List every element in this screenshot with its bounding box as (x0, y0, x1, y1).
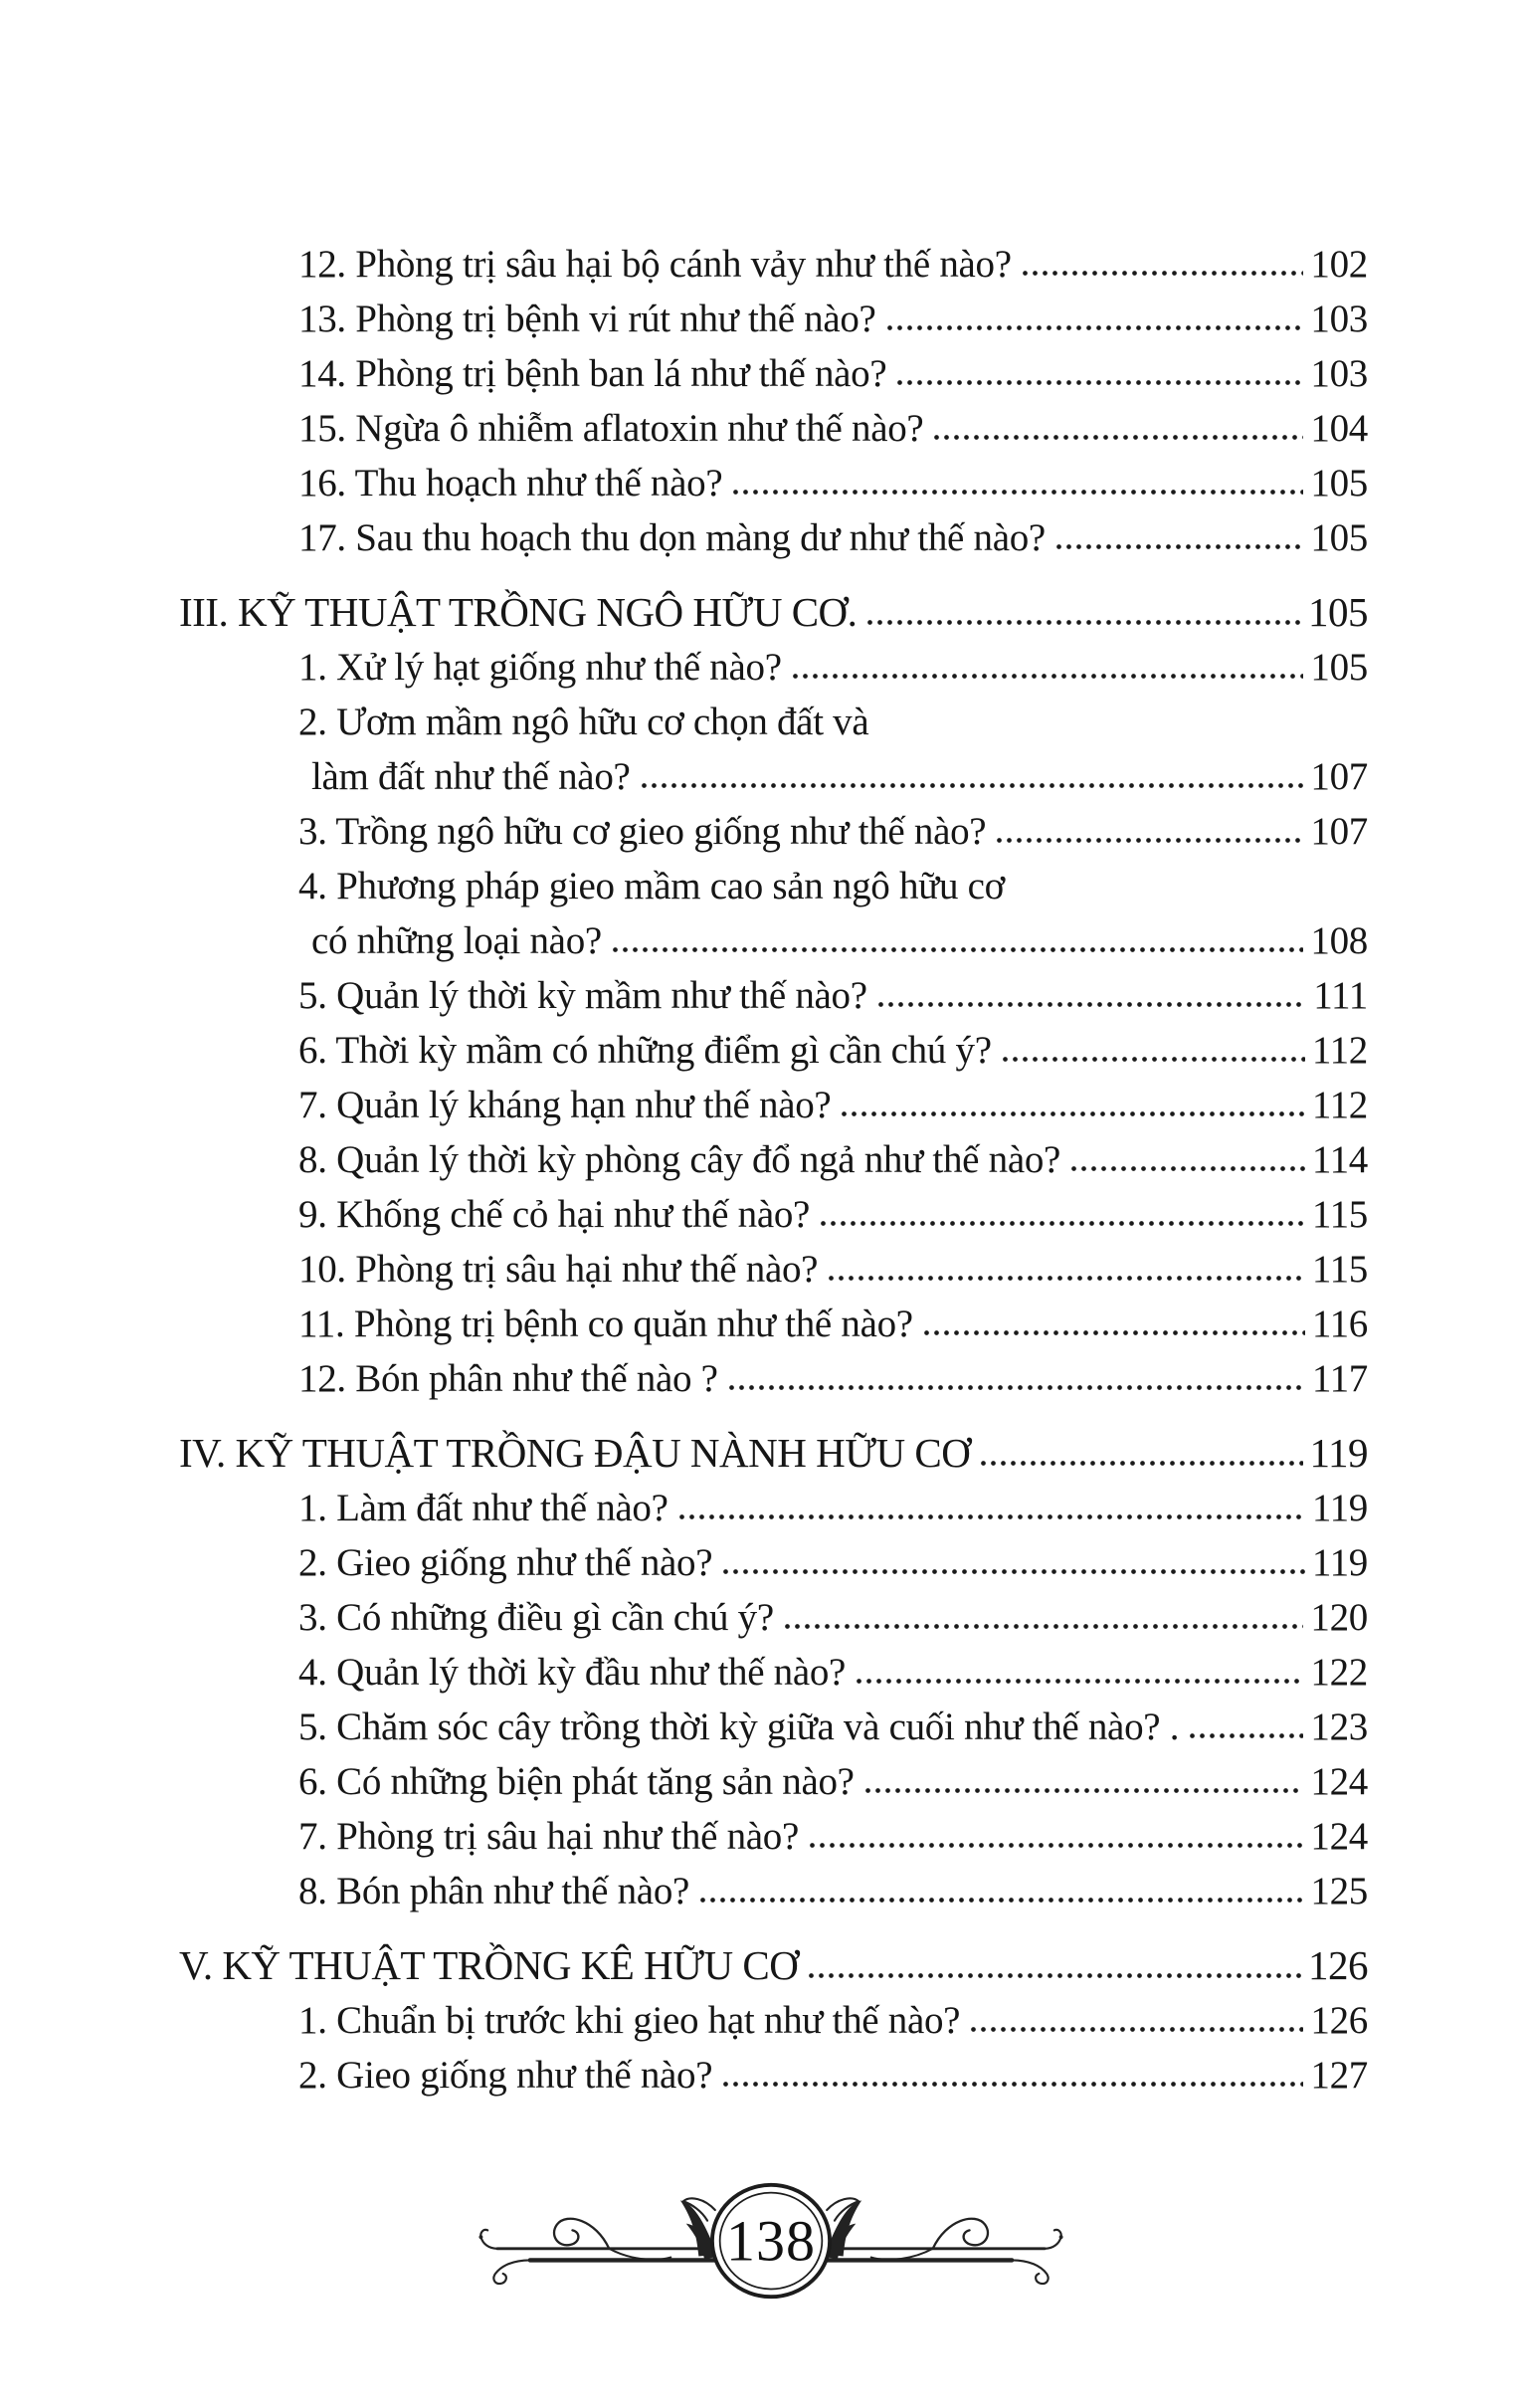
dot-leader (784, 1623, 1304, 1630)
toc-item-label: 7. Quản lý kháng hạn như thế nào? (298, 1084, 832, 1126)
dot-leader (866, 619, 1301, 626)
toc-item-label: 1. Chuẩn bị trước khi gieo hạt như thế nào? (298, 1999, 961, 2042)
toc-item (179, 1700, 1368, 1754)
toc-item (179, 1864, 1368, 1918)
dot-leader (1002, 1056, 1305, 1063)
toc-item-label: 8. Quản lý thời kỳ phòng cây đổ ngả như thế nào? (298, 1138, 1061, 1181)
dot-leader (980, 1460, 1302, 1467)
toc-item-page: 120 (1310, 1596, 1368, 1639)
dot-leader (728, 1384, 1305, 1391)
toc-item-page: 112 (1311, 1084, 1368, 1126)
toc-item-page: 125 (1310, 1870, 1368, 1912)
dot-leader (856, 1678, 1303, 1685)
toc-item-page: 114 (1311, 1138, 1368, 1181)
dot-leader (641, 782, 1304, 789)
toc-item (179, 2048, 1368, 2103)
toc-item (179, 292, 1368, 346)
toc-item-page: 105 (1310, 462, 1368, 504)
toc-item-page: 103 (1310, 298, 1368, 340)
toc-item-label: 12. Bón phân như thế nào ? (298, 1357, 718, 1400)
toc-item-page: 112 (1311, 1029, 1368, 1072)
toc-item (179, 1809, 1368, 1864)
toc-section-heading (179, 1938, 1368, 1993)
toc-item (179, 1754, 1368, 1809)
toc-item-multiline (179, 695, 1368, 804)
dot-leader (996, 837, 1303, 844)
toc-item-label: 15. Ngừa ô nhiễm aflatoxin như thế nào? (298, 407, 924, 450)
toc-item-page: 123 (1310, 1706, 1368, 1748)
dot-leader (864, 1787, 1304, 1794)
toc-heading-page: 126 (1308, 1942, 1368, 1988)
toc-item-page: 103 (1310, 352, 1368, 395)
toc-item-continuation-label: có những loại nào? (311, 919, 602, 962)
dot-leader (1055, 543, 1303, 550)
dot-leader (722, 1568, 1305, 1575)
dot-leader (1189, 1732, 1303, 1739)
toc-item (179, 1078, 1368, 1132)
dot-leader (678, 1513, 1305, 1520)
toc-item-label: 6. Có những biện phát tăng sản nào? (298, 1760, 855, 1803)
toc-item-label: 2. Ươm mầm ngô hữu cơ chọn đất và (298, 701, 869, 743)
toc-item (179, 1481, 1368, 1535)
toc-item-label: 17. Sau thu hoạch thu dọn màng dư như thế nào? (298, 516, 1046, 559)
toc-heading-page: 105 (1308, 589, 1368, 635)
toc-item (179, 1993, 1368, 2048)
toc-item (179, 1023, 1368, 1078)
toc-item-page: 105 (1310, 646, 1368, 689)
toc-item (179, 1187, 1368, 1242)
toc-item-multiline (179, 859, 1368, 968)
toc-item-continuation (179, 913, 1368, 968)
dot-leader (1070, 1165, 1305, 1172)
toc-heading-label: III. KỸ THUẬT TRỒNG NGÔ HỮU CƠ. (179, 589, 858, 635)
toc-item-label: 11. Phòng trị bệnh co quăn như thế nào? (298, 1303, 913, 1345)
toc-heading-page: 119 (1309, 1430, 1368, 1476)
toc-item (179, 1297, 1368, 1351)
toc-item-label: 8. Bón phân như thế nào? (298, 1870, 690, 1912)
toc-item-page: 124 (1310, 1815, 1368, 1858)
dot-leader (933, 434, 1303, 441)
toc-item-page: 107 (1310, 810, 1368, 853)
toc-item-label: 14. Phòng trị bệnh ban lá như thế nào? (298, 352, 887, 395)
toc-item-continuation (179, 749, 1368, 804)
toc-item (179, 968, 1368, 1023)
toc-item-label: 4. Quản lý thời kỳ đầu như thế nào? (298, 1651, 847, 1694)
toc-item (179, 804, 1368, 859)
toc-item-page: 124 (1310, 1760, 1368, 1803)
dot-leader (970, 2026, 1303, 2033)
toc-item (179, 1132, 1368, 1187)
toc-item-first-line (179, 695, 1368, 749)
dot-leader (699, 1897, 1303, 1904)
toc-heading-label: IV. KỸ THUẬT TRỒNG ĐẬU NÀNH HỮU CƠ (179, 1430, 971, 1476)
dot-leader (792, 673, 1304, 680)
dot-leader (808, 1972, 1301, 1979)
toc-item-label: 2. Gieo giống như thế nào? (298, 2054, 713, 2097)
dot-leader (722, 2081, 1303, 2088)
toc-item (179, 640, 1368, 695)
toc-item-label: 4. Phương pháp gieo mầm cao sản ngô hữu cơ (298, 865, 1005, 907)
dot-leader (923, 1329, 1305, 1336)
toc-item-page: 119 (1311, 1487, 1368, 1529)
toc-item-page: 115 (1311, 1193, 1368, 1236)
toc-item (179, 346, 1368, 401)
toc-list (179, 237, 1368, 2103)
dot-leader (896, 379, 1303, 386)
toc-section-heading (179, 585, 1368, 640)
page-footer (463, 2157, 1079, 2326)
toc-item-page: 115 (1311, 1248, 1368, 1291)
dot-leader (1022, 270, 1304, 277)
toc-item-label: 1. Làm đất như thế nào? (298, 1487, 669, 1529)
toc-item-page: 116 (1311, 1303, 1368, 1345)
toc-item-label: 1. Xử lý hạt giống như thế nào? (298, 646, 782, 689)
toc-item (179, 1351, 1368, 1406)
toc-item-label: 6. Thời kỳ mầm có những điểm gì cần chú ý? (298, 1029, 992, 1072)
toc-item-page: 102 (1310, 243, 1368, 286)
toc-item-page: 126 (1310, 1999, 1368, 2042)
toc-item-page: 119 (1311, 1541, 1368, 1584)
dot-leader (612, 946, 1303, 953)
toc-item-label: 2. Gieo giống như thế nào? (298, 1541, 713, 1584)
toc-item-label: 10. Phòng trị sâu hại như thế nào? (298, 1248, 819, 1291)
dot-leader (886, 324, 1304, 331)
toc-section-heading (179, 1426, 1368, 1481)
toc-item (179, 401, 1368, 456)
toc-item-page: 108 (1310, 919, 1368, 962)
toc-item (179, 1242, 1368, 1297)
footer-page-number: 138 (726, 2208, 816, 2274)
toc-item (179, 1645, 1368, 1700)
toc-item-label: 12. Phòng trị sâu hại bộ cánh vảy như thế nào? (298, 243, 1012, 286)
toc-item-first-line (179, 859, 1368, 913)
dot-leader (820, 1220, 1305, 1227)
toc-heading-label: V. KỸ THUẬT TRỒNG KÊ HỮU CƠ (179, 1942, 799, 1988)
toc-item-page: 111 (1313, 974, 1368, 1017)
toc-item (179, 1535, 1368, 1590)
dot-leader (841, 1110, 1304, 1117)
toc-item-label: 3. Trồng ngô hữu cơ gieo giống như thế nào? (298, 810, 987, 853)
toc-item-continuation-label: làm đất như thế nào? (311, 755, 631, 798)
dot-leader (732, 489, 1303, 496)
toc-item (179, 456, 1368, 510)
toc-item-label: 16. Thu hoạch như thế nào? (298, 462, 723, 504)
toc-item-page: 127 (1310, 2054, 1368, 2097)
toc-item-label: 5. Chăm sóc cây trồng thời kỳ giữa và cuối như thế nào? . (298, 1706, 1180, 1748)
toc-item-label: 13. Phòng trị bệnh vi rút như thế nào? (298, 298, 876, 340)
dot-leader (809, 1842, 1303, 1849)
toc-item-label: 7. Phòng trị sâu hại như thế nào? (298, 1815, 799, 1858)
toc-item (179, 510, 1368, 565)
dot-leader (877, 1001, 1307, 1008)
toc-item (179, 1590, 1368, 1645)
toc-item-label: 5. Quản lý thời kỳ mầm như thế nào? (298, 974, 867, 1017)
toc-item-page: 105 (1310, 516, 1368, 559)
dot-leader (828, 1275, 1305, 1282)
toc-item-page: 107 (1310, 755, 1368, 798)
toc-item-page: 104 (1310, 407, 1368, 450)
toc-item (179, 237, 1368, 292)
toc-item-page: 122 (1310, 1651, 1368, 1694)
toc-item-label: 3. Có những điều gì cần chú ý? (298, 1596, 774, 1639)
toc-item-label: 9. Khống chế cỏ hại như thế nào? (298, 1193, 811, 1236)
toc-item-page: 117 (1311, 1357, 1368, 1400)
